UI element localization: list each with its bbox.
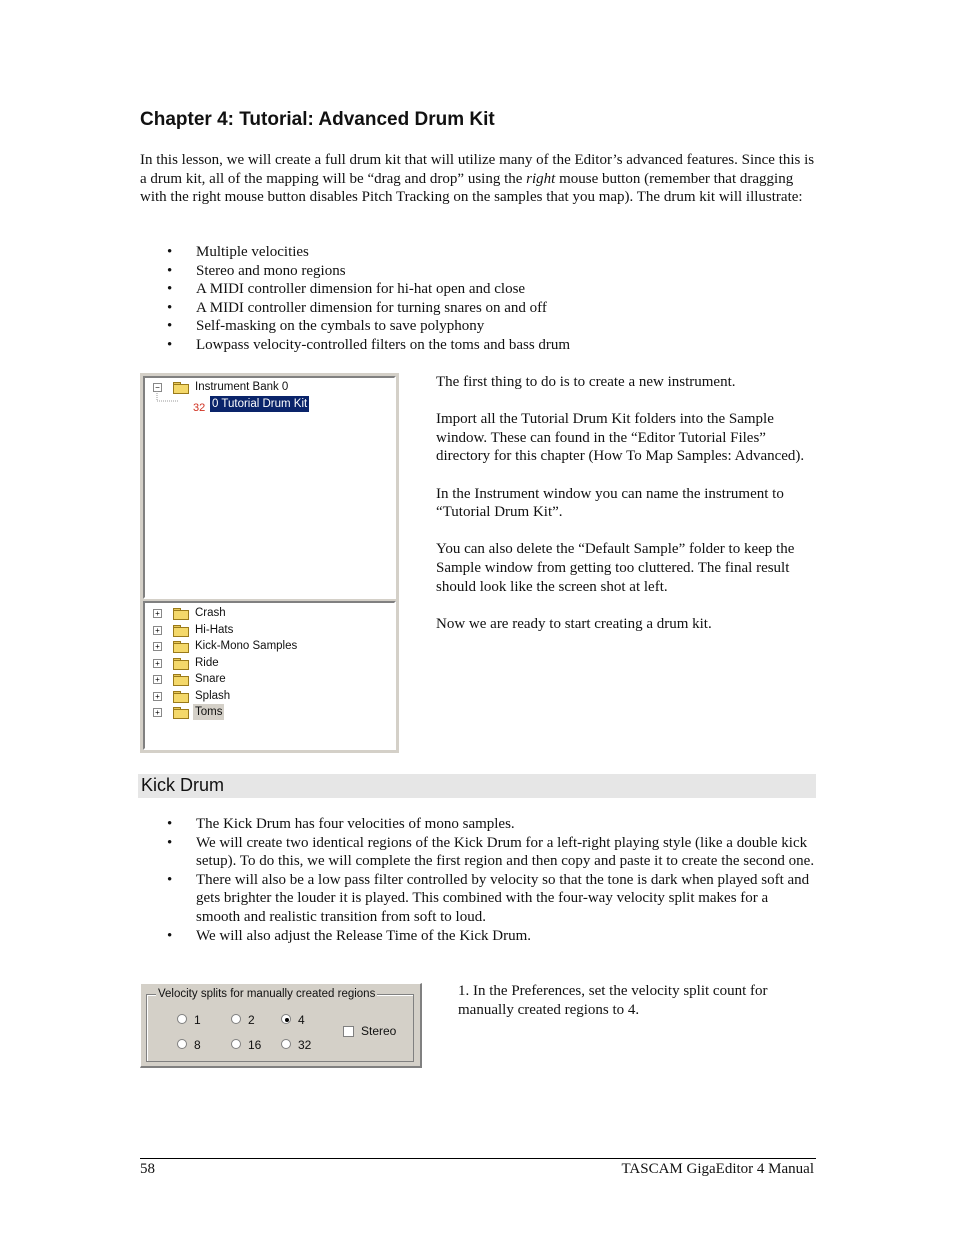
- radio-icon: [231, 1014, 241, 1024]
- folder-icon: [173, 625, 188, 636]
- expand-icon[interactable]: +: [153, 642, 162, 651]
- folder-label: Kick-Mono Samples: [195, 640, 298, 652]
- step-paragraph: You can also delete the “Default Sample” folder to keep the Sample window from getting too cluttered. The final result should look like the screen shot at left.: [436, 541, 795, 595]
- list-item: • A MIDI controller dimension for turning snares on and off: [140, 299, 820, 318]
- radio-label: 1: [194, 1013, 201, 1027]
- sample-folder-pane: [143, 601, 396, 750]
- footer-manual-title: TASCAM GigaEditor 4 Manual: [621, 1161, 814, 1177]
- list-item: • We will create two identical regions of the Kick Drum for a left-right playing style (like a double kick setup). To do this, we will complete the first region and then copy and paste it to create the second one.: [140, 834, 816, 871]
- folder-icon: [173, 641, 188, 652]
- radio-velocity-2[interactable]: [231, 1013, 255, 1027]
- intro-paragraph: [140, 151, 816, 207]
- folder-icon: [173, 674, 188, 685]
- sample-folder-snare[interactable]: [151, 671, 391, 687]
- expand-icon[interactable]: +: [153, 626, 162, 635]
- list-item: • We will also adjust the Release Time of the Kick Drum.: [140, 927, 816, 946]
- radio-icon: [281, 1039, 291, 1049]
- folder-label: Splash: [195, 689, 231, 702]
- sample-folder-splash[interactable]: [151, 688, 391, 704]
- features-list: [140, 243, 820, 355]
- tree-node-label-selected: 0 Tutorial Drum Kit: [212, 398, 308, 410]
- radio-label: 32: [298, 1038, 312, 1052]
- list-item: • A MIDI controller dimension for hi-hat open and close: [140, 280, 820, 299]
- group-legend: Velocity splits for manually created regions: [158, 988, 376, 1000]
- intro-text-2: mouse button (remember that dragging with the right mouse button disables Pitch Tracking on the samples that you map). The drum kit will illustrate:: [140, 170, 803, 206]
- folder-label: Hi-Hats: [195, 623, 234, 636]
- folder-icon: [173, 707, 188, 718]
- footer-rule: [140, 1158, 816, 1159]
- section-header-bar: [138, 774, 816, 798]
- folder-label: Crash: [195, 607, 226, 619]
- radio-label: 8: [194, 1038, 201, 1052]
- step-paragraph: The first thing to do is to create a new instrument.: [436, 374, 736, 390]
- radio-label: 16: [248, 1038, 262, 1052]
- stereo-label: Stereo: [361, 1024, 397, 1038]
- folder-icon: [173, 691, 188, 702]
- folder-icon: [173, 658, 188, 669]
- stereo-checkbox[interactable]: [343, 1026, 354, 1037]
- radio-icon: [177, 1014, 187, 1024]
- kick-drum-points-list: [140, 815, 816, 945]
- expand-icon[interactable]: +: [153, 675, 162, 684]
- radio-velocity-16[interactable]: [231, 1038, 262, 1052]
- step-paragraph: Now we are ready to start creating a drum kit.: [436, 615, 712, 632]
- step-1-text: 1. In the Preferences, set the velocity split count for manually created regions to 4.: [458, 983, 768, 1018]
- expand-icon[interactable]: +: [153, 609, 162, 618]
- list-item: • Self-masking on the cymbals to save polyphony: [140, 317, 820, 336]
- radio-label: 2: [248, 1013, 255, 1027]
- folder-icon: [173, 608, 188, 619]
- expand-icon[interactable]: +: [153, 659, 162, 668]
- list-item: • Multiple velocities: [140, 243, 820, 262]
- list-item: • Stereo and mono regions: [140, 262, 820, 281]
- radio-velocity-4[interactable]: [281, 1013, 305, 1027]
- folder-label: Toms: [195, 706, 223, 718]
- expand-icon[interactable]: +: [153, 692, 162, 701]
- list-item: • There will also be a low pass filter controlled by velocity so that the tone is dark when played soft and gets brighter the louder it is played. This combined with the four-way velocity split makes for a smooth and realistic transition from soft to loud.: [140, 871, 816, 927]
- tree-node-instrument-bank[interactable]: [151, 379, 391, 395]
- collapse-icon[interactable]: −: [153, 383, 162, 392]
- folder-label: Ride: [195, 656, 219, 669]
- tree-node-label: Instrument Bank 0: [195, 381, 289, 393]
- sample-folder-ride[interactable]: [151, 655, 391, 671]
- sample-folder-kick-mono[interactable]: [151, 638, 391, 654]
- radio-velocity-1[interactable]: [177, 1013, 201, 1027]
- radio-icon: [177, 1039, 187, 1049]
- radio-label: 4: [298, 1013, 305, 1027]
- radio-velocity-8[interactable]: [177, 1038, 201, 1052]
- section-title: Kick Drum: [141, 775, 225, 795]
- sample-folder-toms[interactable]: [151, 704, 391, 720]
- intro-text-1: In this lesson, we will create a full drum kit that will utilize many of the Editor’s advanced features. Since this is a drum kit, all of the mapping will be “drag and drop” using the: [140, 152, 815, 187]
- intro-italic-word: right: [526, 170, 556, 187]
- sample-folder-crash[interactable]: [151, 605, 391, 621]
- step-paragraph: In the Instrument window you can name the instrument to “Tutorial Drum Kit”.: [436, 485, 784, 521]
- tree-node-instrument[interactable]: [175, 396, 375, 412]
- sample-folder-hi-hats[interactable]: [151, 622, 391, 638]
- setup-steps: [436, 373, 816, 652]
- page-number: 58: [140, 1161, 155, 1177]
- instrument-tree-pane: [143, 376, 396, 599]
- expand-icon[interactable]: +: [153, 708, 162, 717]
- folder-label: Snare: [195, 673, 226, 685]
- velocity-splits-group: [146, 988, 414, 1062]
- chapter-title: Chapter 4: Tutorial: Advanced Drum Kit: [140, 109, 495, 130]
- list-item: • Lowpass velocity-controlled filters on the toms and bass drum: [140, 336, 820, 355]
- radio-velocity-32[interactable]: [281, 1038, 312, 1052]
- instrument-sample-window-screenshot: [140, 373, 399, 753]
- list-item: • The Kick Drum has four velocities of mono samples.: [140, 815, 816, 834]
- radio-selected-icon: [281, 1014, 291, 1024]
- radio-icon: [231, 1039, 241, 1049]
- velocity-splits-panel: [140, 983, 422, 1068]
- instrument-number: 32: [193, 402, 206, 414]
- step-paragraph: Import all the Tutorial Drum Kit folders into the Sample window. These can found in the “Editor Tutorial Files” directory for this chapter (How To Map Samples: Advanced).: [436, 411, 805, 465]
